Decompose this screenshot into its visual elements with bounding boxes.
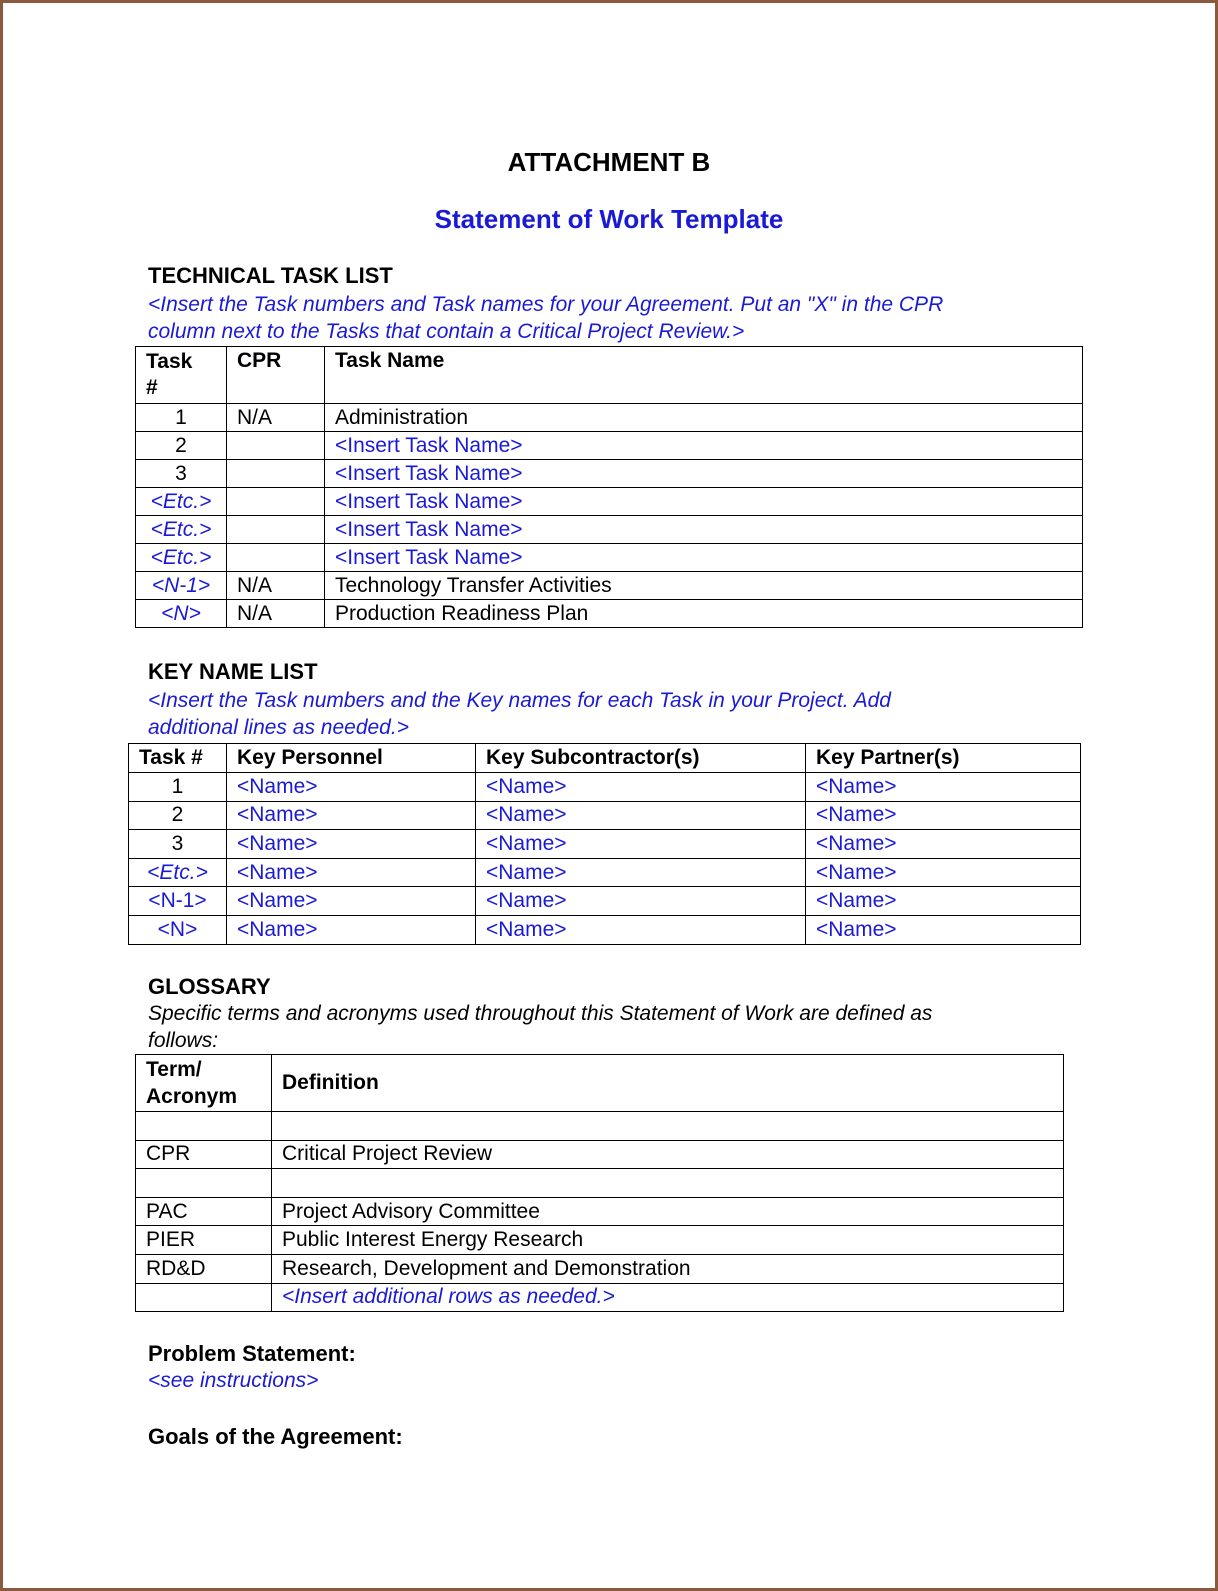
key-partner-cell: <Name> (806, 773, 1081, 802)
cpr-cell (227, 516, 325, 544)
table-row (136, 488, 1083, 516)
task-name-cell: <Insert Task Name> (325, 432, 1083, 460)
definition-cell: <Insert additional rows as needed.> (272, 1283, 1064, 1312)
task-list-table (135, 346, 1083, 628)
table-row (129, 801, 1081, 830)
table-row (129, 887, 1081, 916)
task-list-header-row (136, 347, 1083, 404)
cpr-header: CPR (227, 347, 325, 404)
key-personnel-cell: <Name> (227, 830, 476, 859)
task-number-cell: 1 (136, 404, 227, 432)
key-name-instruction-line2: additional lines as needed.> (148, 716, 409, 739)
task-number-cell: <Etc.> (136, 488, 227, 516)
key-personnel-header: Key Personnel (227, 744, 476, 773)
table-row (136, 460, 1083, 488)
table-row (136, 1283, 1064, 1312)
table-row (136, 1169, 1064, 1198)
key-name-instruction-line1: <Insert the Task numbers and the Key names for each Task in your Project. Add (148, 689, 891, 712)
table-row (136, 404, 1083, 432)
task-number-cell: <N> (136, 600, 227, 628)
task-number-cell: 2 (136, 432, 227, 460)
table-row (129, 830, 1081, 859)
key-name-instruction (148, 687, 1068, 741)
glossary-intro-line1: Specific terms and acronyms used throughout this Statement of Work are defined as (148, 1002, 933, 1025)
definition-cell (272, 1169, 1064, 1198)
glossary-heading: GLOSSARY (148, 974, 271, 999)
task-number-cell: <N-1> (136, 572, 227, 600)
definition-cell (272, 1112, 1064, 1141)
term-cell: CPR (136, 1140, 272, 1169)
cpr-cell (227, 432, 325, 460)
task-number-cell: <N-1> (129, 887, 227, 916)
key-partner-cell: <Name> (806, 915, 1081, 944)
definition-cell: Public Interest Energy Research (272, 1226, 1064, 1255)
task-name-cell: Technology Transfer Activities (325, 572, 1083, 600)
term-cell: RD&D (136, 1254, 272, 1283)
table-row (136, 1254, 1064, 1283)
task-name-cell: <Insert Task Name> (325, 460, 1083, 488)
table-row (136, 600, 1083, 628)
key-subcontractor-cell: <Name> (476, 830, 806, 859)
table-row (136, 1112, 1064, 1141)
page-subtitle: Statement of Work Template (434, 204, 784, 234)
task-number-cell: 2 (129, 801, 227, 830)
key-subcontractors-header: Key Subcontractor(s) (476, 744, 806, 773)
task-number-header: Task # (136, 347, 227, 404)
table-row (136, 432, 1083, 460)
key-subcontractor-cell: <Name> (476, 858, 806, 887)
table-row (136, 572, 1083, 600)
key-partner-cell: <Name> (806, 830, 1081, 859)
definition-cell: Critical Project Review (272, 1140, 1064, 1169)
problem-statement-heading: Problem Statement: (148, 1341, 356, 1366)
table-row (129, 915, 1081, 944)
table-row (129, 773, 1081, 802)
task-name-header: Task Name (325, 347, 1083, 404)
glossary-intro-line2: follows: (148, 1029, 219, 1052)
task-list-heading: TECHNICAL TASK LIST (148, 263, 393, 288)
task-list-instruction-line1: <Insert the Task numbers and Task names for your Agreement. Put an "X" in the CPR (148, 293, 944, 316)
table-row (136, 516, 1083, 544)
task-number-cell: 3 (136, 460, 227, 488)
task-name-cell: Administration (325, 404, 1083, 432)
goals-heading: Goals of the Agreement: (148, 1424, 403, 1449)
table-row (136, 544, 1083, 572)
table-row (136, 1140, 1064, 1169)
cpr-cell: N/A (227, 600, 325, 628)
key-partner-cell: <Name> (806, 887, 1081, 916)
definition-cell: Research, Development and Demonstration (272, 1254, 1064, 1283)
problem-statement-instruction: <see instructions> (148, 1369, 319, 1392)
key-partner-cell: <Name> (806, 801, 1081, 830)
task-list-instruction (148, 291, 1068, 345)
cpr-cell: N/A (227, 572, 325, 600)
glossary-table (135, 1054, 1064, 1312)
page-title: ATTACHMENT B (507, 147, 711, 177)
term-header: Term/ Acronym (136, 1055, 272, 1112)
table-row (136, 1197, 1064, 1226)
task-number-cell: <Etc.> (129, 858, 227, 887)
key-personnel-cell: <Name> (227, 801, 476, 830)
key-name-header-row (129, 744, 1081, 773)
task-number-cell: <Etc.> (136, 516, 227, 544)
key-personnel-cell: <Name> (227, 915, 476, 944)
glossary-intro (148, 1000, 1068, 1054)
task-name-cell: <Insert Task Name> (325, 544, 1083, 572)
table-row (136, 1226, 1064, 1255)
term-cell (136, 1283, 272, 1312)
cpr-cell (227, 544, 325, 572)
task-number-cell: 1 (129, 773, 227, 802)
key-personnel-cell: <Name> (227, 773, 476, 802)
term-cell: PIER (136, 1226, 272, 1255)
task-name-cell: <Insert Task Name> (325, 488, 1083, 516)
key-personnel-cell: <Name> (227, 887, 476, 916)
key-name-table (128, 743, 1081, 945)
definition-header: Definition (272, 1055, 1064, 1112)
task-number-cell: 3 (129, 830, 227, 859)
key-subcontractor-cell: <Name> (476, 801, 806, 830)
task-list-instruction-line2: column next to the Tasks that contain a Critical Project Review.> (148, 320, 745, 343)
key-personnel-cell: <Name> (227, 858, 476, 887)
term-cell (136, 1112, 272, 1141)
key-name-heading: KEY NAME LIST (148, 659, 318, 684)
table-row (129, 858, 1081, 887)
cpr-cell (227, 488, 325, 516)
task-number-header: Task # (129, 744, 227, 773)
key-partner-cell: <Name> (806, 858, 1081, 887)
cpr-cell (227, 460, 325, 488)
task-number-cell: <N> (129, 915, 227, 944)
task-name-cell: <Insert Task Name> (325, 516, 1083, 544)
cpr-cell: N/A (227, 404, 325, 432)
task-name-cell: Production Readiness Plan (325, 600, 1083, 628)
term-cell (136, 1169, 272, 1198)
definition-cell: Project Advisory Committee (272, 1197, 1064, 1226)
term-cell: PAC (136, 1197, 272, 1226)
key-subcontractor-cell: <Name> (476, 773, 806, 802)
key-subcontractor-cell: <Name> (476, 915, 806, 944)
key-subcontractor-cell: <Name> (476, 887, 806, 916)
glossary-header-row (136, 1055, 1064, 1112)
task-number-cell: <Etc.> (136, 544, 227, 572)
key-partners-header: Key Partner(s) (806, 744, 1081, 773)
